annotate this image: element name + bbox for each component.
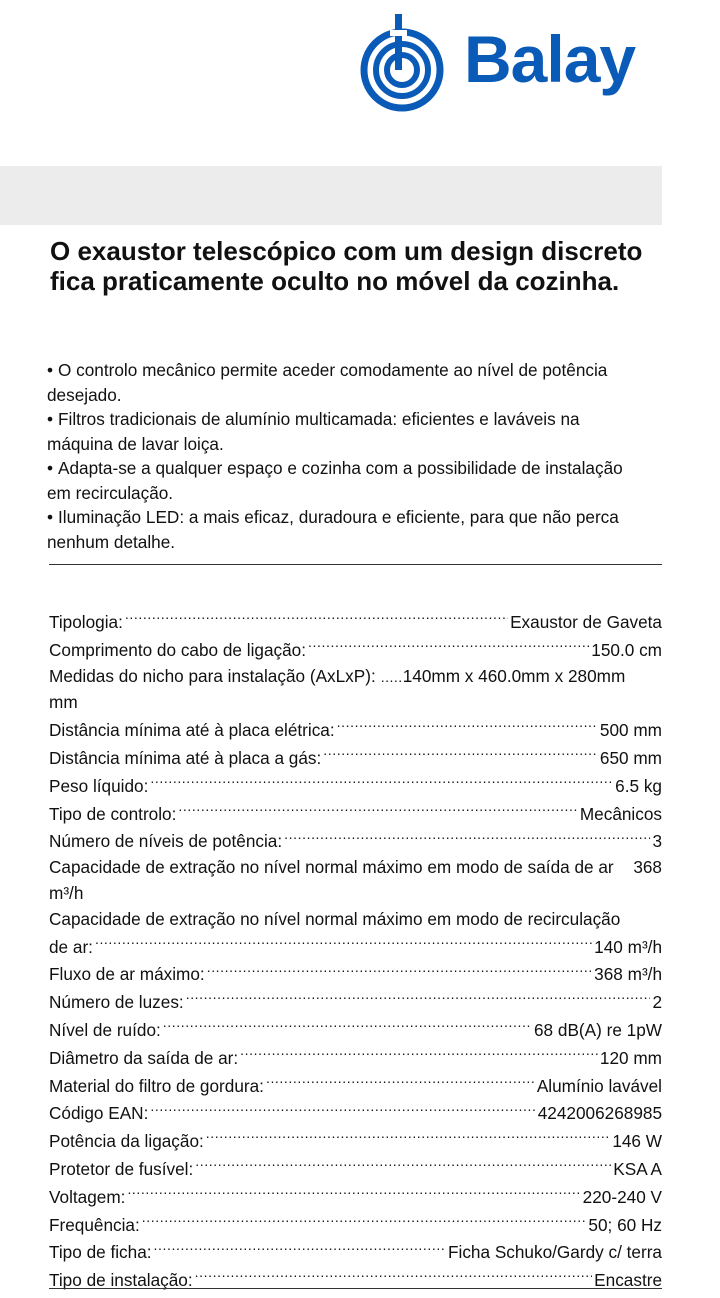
spec-value: 150.0 cm	[591, 639, 662, 660]
spec-label: Comprimento do cabo de ligação:	[49, 639, 307, 660]
spec-value: 220-240 V	[582, 1186, 662, 1207]
spec-value: Ficha Schuko/Gardy c/ terra	[448, 1242, 662, 1263]
spec-row-frequencia	[49, 1211, 662, 1239]
spec-row-niveis	[49, 827, 662, 855]
brand-name: Balay	[464, 22, 636, 96]
brand-logo	[360, 12, 660, 114]
spec-row-ficha	[49, 1238, 662, 1266]
spec-row-cap-recirc	[49, 907, 662, 961]
spec-unit: m³/h	[49, 882, 84, 903]
spec-row-instalacao	[49, 1266, 662, 1294]
spec-label: Tipo de ficha:	[49, 1242, 152, 1263]
spec-value: 120 mm	[599, 1047, 662, 1068]
spec-row-voltagem	[49, 1183, 662, 1211]
spec-value: Encastre	[594, 1270, 662, 1291]
spec-label: Número de luzes:	[49, 992, 184, 1013]
spec-label: Tipologia:	[49, 612, 123, 632]
spec-row-filtro	[49, 1072, 662, 1100]
spec-label: Material do filtro de gordura:	[49, 1075, 264, 1096]
spec-label: Código EAN:	[49, 1103, 149, 1124]
spec-value: KSA A	[613, 1158, 662, 1179]
spec-label: Capacidade de extração no nível normal máximo em modo de saída de ar	[49, 857, 614, 878]
spec-table	[49, 608, 662, 1294]
spec-row-diametro	[49, 1044, 662, 1072]
spec-value: Mecânicos	[579, 803, 662, 824]
spec-label: Nível de ruído:	[49, 1019, 161, 1040]
spec-label: Tipo de instalação:	[49, 1270, 193, 1291]
spec-value: 4242006268985	[537, 1103, 662, 1124]
spec-row-fusivel	[49, 1155, 662, 1183]
spec-value: 50; 60 Hz	[588, 1214, 662, 1235]
spec-row-dist-eletrica	[49, 716, 662, 744]
headline: O exaustor telescópico com um design discreto fica praticamente oculto no móvel da cozinha.	[50, 236, 643, 296]
feature-item: • O controlo mecânico permite aceder comodamente ao nível de potência desejado.	[47, 360, 608, 405]
spec-value: 6.5 kg	[615, 775, 662, 796]
spec-label: Distância mínima até à placa elétrica:	[49, 720, 335, 741]
spec-label: Número de níveis de potência:	[49, 831, 283, 852]
spec-label: Potência da ligação:	[49, 1131, 204, 1152]
spec-label: Fluxo de ar máximo:	[49, 964, 205, 985]
spec-value: 68 dB(A) re 1pW	[534, 1019, 662, 1040]
spec-unit: mm	[49, 692, 78, 713]
spec-label: Voltagem:	[49, 1186, 126, 1207]
spec-row-ruido	[49, 1016, 662, 1044]
spec-row-nicho: Medidas do nicho para instalação (AxLxP): ..... 140mm x 460.0mm x 280mm mm	[49, 664, 662, 717]
feature-item: • Adapta-se a qualquer espaço e cozinha com a possibilidade de instalação em recirculação.	[47, 458, 623, 503]
divider	[49, 1288, 662, 1289]
spec-label: Capacidade de extração no nível normal máximo em modo de recirculação	[49, 908, 621, 929]
spec-row-luzes	[49, 988, 662, 1016]
feature-item: • Filtros tradicionais de alumínio multicamada: eficientes e laváveis na máquina de lavar loiça.	[47, 409, 580, 454]
spec-value: 2	[652, 992, 662, 1013]
spec-label: Diâmetro da saída de ar:	[49, 1047, 239, 1068]
grey-band	[0, 166, 662, 225]
spec-label: Peso líquido:	[49, 775, 149, 796]
spec-row-fluxo	[49, 960, 662, 988]
feature-list	[44, 358, 684, 554]
balay-swirl-icon	[360, 12, 460, 114]
spec-row-peso	[49, 772, 662, 800]
spec-row-ean	[49, 1099, 662, 1127]
spec-label: Distância mínima até à placa a gás:	[49, 747, 322, 768]
spec-value: 140 m³/h	[594, 936, 662, 957]
spec-value: Exaustor de Gaveta	[510, 612, 662, 632]
spec-value: 368 m³/h	[594, 964, 662, 985]
spec-label: Medidas do nicho para instalação (AxLxP):	[49, 665, 376, 686]
spec-row-tipologia	[49, 608, 662, 636]
spec-row-potencia	[49, 1127, 662, 1155]
spec-label: Frequência:	[49, 1214, 140, 1235]
spec-value: 140mm x 460.0mm x 280mm	[402, 665, 626, 686]
spec-label: Tipo de controlo:	[49, 803, 177, 824]
feature-item: • Iluminação LED: a mais eficaz, duradoura e eficiente, para que não perca nenhum detalhe.	[47, 507, 619, 552]
spec-row-controlo	[49, 800, 662, 828]
spec-row-dist-gas	[49, 744, 662, 772]
spec-value: 146 W	[612, 1131, 662, 1152]
spec-label: de ar:	[49, 936, 93, 957]
spec-value: Alumínio lavável	[536, 1075, 662, 1096]
spec-value: 368	[633, 857, 662, 878]
spec-label: Protetor de fusível:	[49, 1158, 194, 1179]
spec-value: 3	[652, 831, 662, 852]
spec-row-cap-saida	[49, 855, 662, 907]
spec-value: 500 mm	[599, 720, 662, 741]
divider	[49, 564, 662, 565]
spec-value: 650 mm	[599, 747, 662, 768]
spec-row-cabo	[49, 636, 662, 664]
